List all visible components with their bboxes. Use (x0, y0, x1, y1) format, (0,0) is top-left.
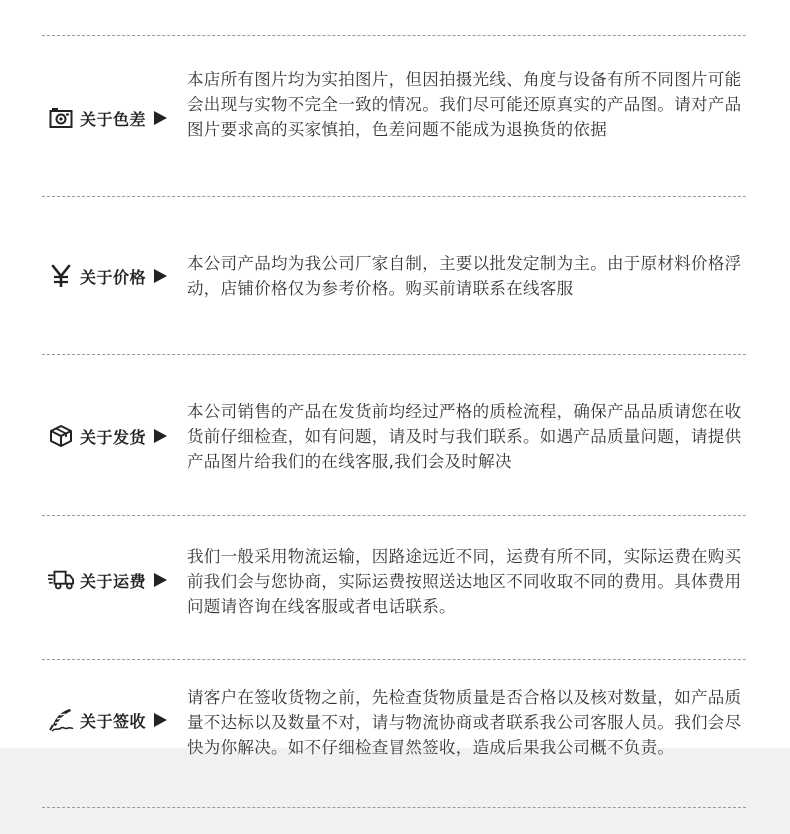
divider (42, 354, 746, 355)
package-icon (48, 423, 74, 449)
section-label (48, 262, 167, 290)
section-text: 我们一般采用物流运输，因路途远近不同，运费有所不同，实际运费在购买前我们会与您协商，实际运费按照送达地区不同收取不同的费用。具体费用问题请咨询在线客服或者电话联系。 (187, 547, 742, 616)
section-text: 本公司销售的产品在发货前均经过严格的质检流程，确保产品品质请您在收货前仔细检查，如有问题，请及时与我们联系。如遇产品质量问题，请提供产品图片给我们的在线客服,我们会及时解决 (187, 402, 742, 471)
section-title: 关于价格 (80, 267, 147, 287)
arrow-right-icon (154, 573, 167, 587)
section-title: 关于签收 (80, 711, 147, 731)
divider (42, 196, 746, 197)
divider (42, 807, 746, 808)
arrow-right-icon (154, 269, 167, 283)
section-label (48, 422, 167, 450)
yen-icon (48, 263, 74, 289)
arrow-right-icon (154, 111, 167, 125)
bottom-shade (0, 748, 790, 834)
section-text: 本公司产品均为我公司厂家自制，主要以批发定制为主。由于原材料价格浮动，店铺价格仅为参考价格。购买前请联系在线客服 (187, 254, 742, 298)
section-title: 关于色差 (80, 109, 147, 129)
section-title: 关于发货 (80, 427, 147, 447)
arrow-right-icon (154, 429, 167, 443)
section-label (48, 566, 167, 594)
section-title: 关于运费 (80, 571, 147, 591)
section-text: 请客户在签收货物之前，先检查货物质量是否合格以及核对数量，如产品质量不达标以及数量不对，请与物流协商或者联系我公司客服人员。我们会尽快为你解决。如不仔细检查冒然签收，造成后果我公司概不负责。 (187, 688, 742, 757)
divider (42, 659, 746, 660)
arrow-right-icon (154, 713, 167, 727)
divider (42, 515, 746, 516)
section-label (48, 706, 167, 734)
divider (42, 35, 746, 36)
pen-signature-icon (48, 707, 74, 733)
camera-icon (48, 105, 74, 131)
truck-icon (48, 567, 74, 593)
section-text: 本店所有图片均为实拍图片，但因拍摄光线、角度与设备有所不同图片可能会出现与实物不完全一致的情况。我们尽可能还原真实的产品图。请对产品图片要求高的买家慎拍，色差问题不能成为退换货的依据 (187, 70, 742, 139)
section-label (48, 104, 167, 132)
